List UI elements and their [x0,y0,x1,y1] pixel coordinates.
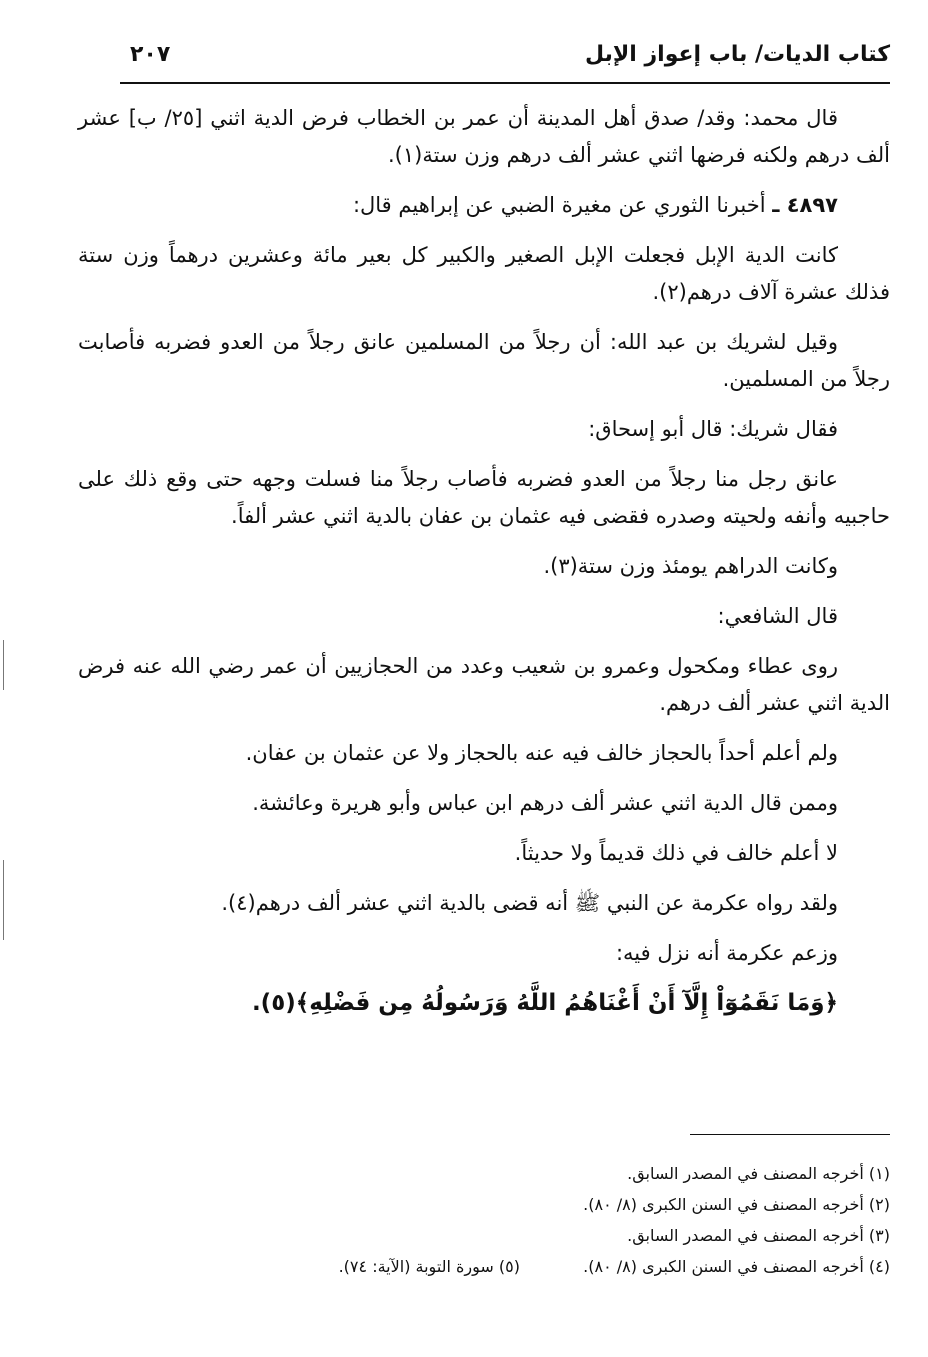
paragraph-sharik-answer: فقال شريك: قال أبو إسحاق: [588,417,838,441]
main-text [78,100,890,1035]
paragraph-hijaz: ولم أعلم أحداً بالحجاز خالف فيه عنه بالحجاز ولا عن عثمان بن عفان. [245,741,838,765]
paragraph-muhammad: قال محمد: وقد/ صدق أهل المدينة أن عمر بن الخطاب فرض الدية اثني [٢٥/ ب] عشر ألف درهم ولكنه فرضها اثني عشر ألف درهم وزن ستة(١). [78,106,890,167]
footnotes [120,1158,890,1282]
header-title: كتاب الديات/ باب إعواز الإبل [585,42,890,67]
paragraph-ibrahim: كانت الدية الإبل فجعلت الإبل الصغير والكبير كل بعير مائة وعشرين درهماً وزن ستة فذلك عشرة آلاف درهم(٢). [78,243,890,304]
paragraph-shafii-heading: قال الشافعي: [717,604,838,628]
paragraph-dirhams: وكانت الدراهم يومئذ وزن ستة(٣). [543,554,838,578]
footnote-3: (٣) أخرجه المصنف في المصدر السابق. [627,1226,890,1245]
footnote-4: (٤) أخرجه المصنف في السنن الكبرى (٨/ ٨٠). [583,1257,890,1276]
hadith-isnad: أخبرنا الثوري عن مغيرة الضبي عن إبراهيم قال: [352,193,766,217]
scan-edge-mark [3,640,4,690]
footnote-1: (١) أخرجه المصنف في المصدر السابق. [627,1164,890,1183]
footnote-5: (٥) سورة التوبة (الآية: ٧٤). [338,1257,520,1276]
footnote-row [120,1158,890,1189]
quran-verse: ﴿وَمَا نَقَمُوٓاْ إِلَّآ أَنْ أَغْنَاهُمُ اللَّهُ وَرَسُولُهُ مِن فَضْلِهِ﴾(٥). [251,990,838,1016]
footnote-separator [690,1134,890,1135]
paragraph-sharik-question: وقيل لشريك بن عبد الله: أن رجلاً من المسلمين عانق رجلاً من العدو فضربه فأصابت رجلاً من المسلمين. [78,330,890,391]
paragraph-hadith-4897 [78,187,890,224]
hadith-number: ٤٨٩٧ ـ [772,193,838,217]
footnote-row [120,1220,890,1251]
scan-edge-mark [3,860,4,940]
paragraph-ibn-abbas: وممن قال الدية اثني عشر ألف درهم ابن عباس وأبو هريرة وعائشة. [252,791,838,815]
page-number: ٢٠٧ [130,42,171,67]
footnote-row [120,1251,890,1282]
paragraph-ikrima-claim: وزعم عكرمة أنه نزل فيه: [615,941,838,965]
footnote-2: (٢) أخرجه المصنف في السنن الكبرى (٨/ ٨٠). [583,1195,890,1214]
running-header [120,40,890,84]
paragraph-ikrima: ولقد رواه عكرمة عن النبي ﷺ أنه قضى بالدية اثني عشر ألف درهم(٤). [221,891,838,915]
paragraph-ata: روى عطاء ومكحول وعمرو بن شعيب وعدد من الحجازيين أن عمر رضي الله عنه فرض الدية اثني عشر ألف درهم. [78,654,890,715]
paragraph-abu-ishaq: عانق رجل منا رجلاً من العدو فضربه فأصاب رجلاً منا فسلت وجهه حتى وقع ذلك على حاجبيه وأنفه ولحيته وصدره فقضى فيه عثمان بن عفان بالدية اثني عشر ألفاً. [78,467,890,528]
footnote-row [120,1189,890,1220]
paragraph-no-dissent: لا أعلم خالف في ذلك قديماً ولا حديثاً. [514,841,838,865]
